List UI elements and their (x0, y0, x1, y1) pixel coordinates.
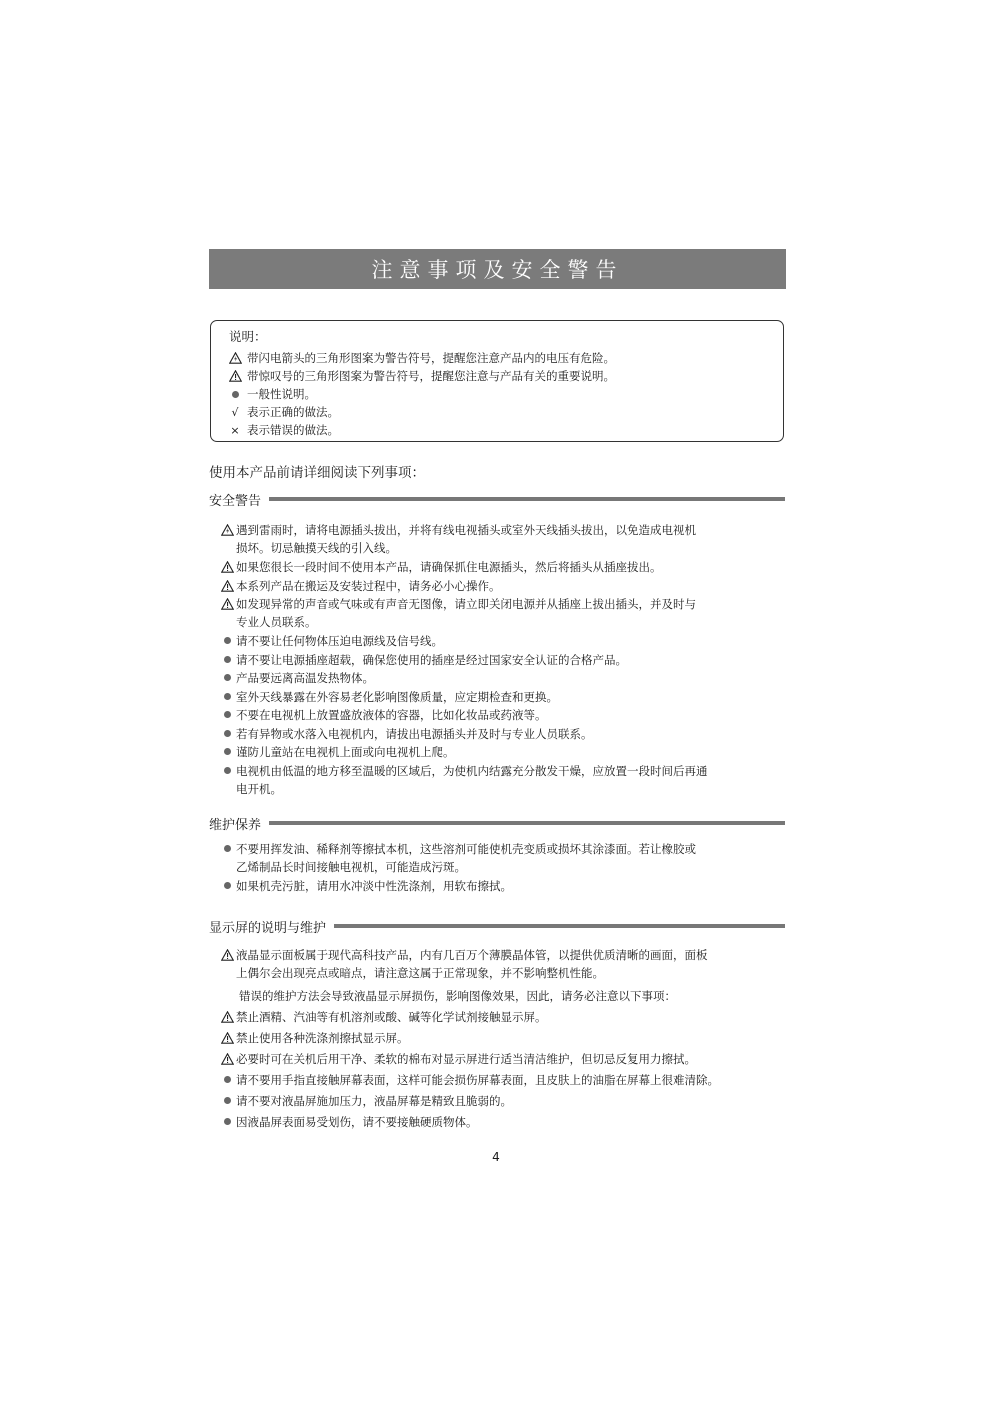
list-item-line: 损坏。切忌触摸天线的引入线。 (236, 541, 397, 555)
list-item-line: 谨防儿童站在电视机上面或向电视机上爬。 (236, 745, 455, 759)
bullet-icon (218, 725, 236, 743)
lightning-warning-icon (225, 352, 245, 364)
list-item (218, 743, 788, 761)
list-item-line: 上偶尔会出现亮点或暗点，请注意这属于正常现象，并不影响整机性能。 (236, 966, 604, 980)
list-item (218, 1113, 788, 1131)
exclamation-warning-icon (218, 1008, 236, 1026)
check-icon: √ (231, 405, 239, 419)
list-item (218, 1071, 788, 1089)
list-item-text (236, 1071, 788, 1089)
list-item (218, 632, 788, 650)
list-item-text (236, 1029, 788, 1047)
list-item-text (236, 632, 788, 650)
bullet-icon (218, 1092, 236, 1110)
legend-text: 表示错误的做法。 (247, 423, 339, 437)
list-item-text (236, 1008, 788, 1026)
list-item-text (236, 669, 788, 687)
list-item-text (236, 558, 788, 576)
list-item-line: 如果您很长一段时间不使用本产品，请确保抓住电源插头，然后将插头从插座拔出。 (236, 560, 662, 574)
list-item-line: 请不要用手指直接触屏幕表面，这样可能会损伤屏幕表面，且皮肤上的油脂在屏幕上很难清除。 (236, 1073, 719, 1087)
section-rule (269, 497, 785, 501)
list-item-text (236, 840, 788, 876)
exclamation-warning-icon (218, 558, 236, 576)
list-item-line: 如果机壳污脏，请用水冲淡中性洗涤剂，用软布擦拭。 (236, 879, 512, 893)
legend-text: 一般性说明。 (247, 387, 316, 401)
legend-row (225, 385, 316, 403)
list-item (218, 521, 788, 557)
section-title: 安全警告 (209, 493, 262, 509)
list-item-text (236, 595, 788, 631)
bullet-icon (218, 632, 236, 650)
list-item-line: 电视机由低温的地方移至温暖的区域后，为使机内结露充分散发干燥，应放置一段时间后再通 (236, 763, 708, 778)
list-item (218, 688, 788, 706)
bullet-icon (218, 743, 236, 761)
list-item-text (236, 1113, 788, 1131)
bullet-icon (218, 706, 236, 724)
section-heading (209, 917, 785, 935)
list-item-text (236, 946, 788, 982)
list-item-text (236, 1050, 788, 1068)
list-item-text (236, 706, 788, 724)
section-rule (334, 924, 785, 928)
list-item (218, 946, 788, 982)
list-item (218, 558, 788, 576)
list-item-line: 液晶显示面板属于现代高科技产品，内有几百万个薄膜晶体管，以提供优质清晰的画面，面板 (236, 948, 708, 962)
bullet-icon (218, 1071, 236, 1089)
legend-text: 带闪电箭头的三角形图案为警告符号，提醒您注意产品内的电压有危险。 (247, 351, 615, 365)
list-item-text (236, 743, 788, 761)
list-item-line: 遇到雷雨时，请将电源插头拔出，并将有线电视插头或室外天线插头拔出，以免造成电视机 (236, 523, 696, 537)
list-item-line: 产品要远离高温发热物体。 (236, 671, 374, 685)
list-item (218, 725, 788, 743)
page-title: 注意事项及安全警告 (209, 249, 786, 289)
list-item-line: 禁止酒精、汽油等有机溶剂或酸、碱等化学试剂接触显示屏。 (236, 1010, 547, 1024)
list-item-text (236, 725, 788, 743)
lightning-warning-icon (218, 521, 236, 557)
list-item (218, 762, 788, 798)
legend-row (225, 421, 339, 439)
exclamation-warning-icon (225, 370, 245, 382)
list-item (218, 877, 788, 895)
bullet-icon (218, 762, 236, 798)
legend-box (210, 320, 784, 442)
list-item (218, 1050, 788, 1068)
section-title: 显示屏的说明与维护 (209, 920, 327, 936)
list-item-line: 乙烯制品长时间接触电视机，可能造成污斑。 (236, 860, 466, 874)
list-item-line: 请不要让任何物体压迫电源线及信号线。 (236, 634, 443, 648)
section-rule (269, 821, 785, 825)
exclamation-warning-icon (218, 1029, 236, 1047)
bullet-icon (225, 391, 245, 398)
list-item-line: 不要用挥发油、稀释剂等擦拭本机，这些溶剂可能使机壳变质或损坏其涂漆面。若让橡胶或 (236, 842, 696, 856)
list-item-text (236, 688, 788, 706)
list-item-line: 室外天线暴露在外容易老化影响图像质量，应定期检查和更换。 (236, 689, 558, 704)
list-item (218, 840, 788, 876)
list-item-line: 不要在电视机上放置盛放液体的容器，比如化妆品或药液等。 (236, 708, 547, 722)
section-heading (209, 814, 785, 832)
bullet-icon (218, 840, 236, 876)
list-item (218, 706, 788, 724)
list-item-line: 若有异物或水落入电视机内，请拔出电源插头并及时与专业人员联系。 (236, 726, 593, 741)
bullet-icon (218, 669, 236, 687)
list-item-text (236, 651, 788, 669)
legend-row (225, 349, 615, 367)
list-item-line: 电开机。 (236, 781, 282, 796)
list-item (218, 1092, 788, 1110)
cross-icon: × (230, 423, 240, 437)
list-item (218, 577, 788, 595)
section-note: 错误的维护方法会导致液晶显示屏损伤，影响图像效果，因此，请务必注意以下事项： (239, 989, 676, 1003)
bullet-icon (218, 651, 236, 669)
exclamation-warning-icon (218, 577, 236, 595)
legend-text: 表示正确的做法。 (247, 405, 339, 419)
list-item-line: 如发现异常的声音或气味或有声音无图像，请立即关闭电源并从插座上拔出插头，并及时与 (236, 597, 696, 611)
list-item-text (236, 762, 788, 798)
list-item (218, 651, 788, 669)
exclamation-warning-icon (218, 1050, 236, 1068)
list-item (218, 1029, 788, 1047)
list-item-text (236, 1092, 788, 1110)
list-item-line: 因液晶屏表面易受划伤，请不要接触硬质物体。 (236, 1115, 478, 1129)
list-item (218, 595, 788, 631)
bullet-icon (218, 688, 236, 706)
list-item-line: 必要时可在关机后用干净、柔软的棉布对显示屏进行适当清洁维护，但切忌反复用力擦拭。 (236, 1052, 696, 1066)
list-item (218, 1008, 788, 1026)
list-item-line: 本系列产品在搬运及安装过程中，请务必小心操作。 (236, 578, 501, 593)
section-heading (209, 490, 785, 508)
exclamation-warning-icon (218, 946, 236, 982)
intro-text: 使用本产品前请详细阅读下列事项： (209, 465, 425, 481)
page-number: 4 (492, 1150, 500, 1164)
list-item-text (236, 577, 788, 595)
exclamation-warning-icon (218, 595, 236, 631)
list-item-text (236, 877, 788, 895)
list-item-text (236, 521, 788, 557)
legend-heading: 说明： (229, 329, 267, 344)
list-item-line: 请不要对液晶屏施加压力，液晶屏幕是精致且脆弱的。 (236, 1094, 512, 1108)
legend-row (225, 367, 615, 385)
list-item-line: 禁止使用各种洗涤剂擦拭显示屏。 (236, 1031, 409, 1045)
bullet-icon (218, 877, 236, 895)
list-item-line: 专业人员联系。 (236, 615, 317, 629)
legend-text: 带惊叹号的三角形图案为警告符号，提醒您注意与产品有关的重要说明。 (247, 369, 615, 383)
section-title: 维护保养 (209, 817, 262, 833)
legend-row (225, 403, 339, 421)
list-item (218, 669, 788, 687)
bullet-icon (218, 1113, 236, 1131)
list-item-line: 请不要让电源插座超载，确保您使用的插座是经过国家安全认证的合格产品。 (236, 652, 627, 667)
